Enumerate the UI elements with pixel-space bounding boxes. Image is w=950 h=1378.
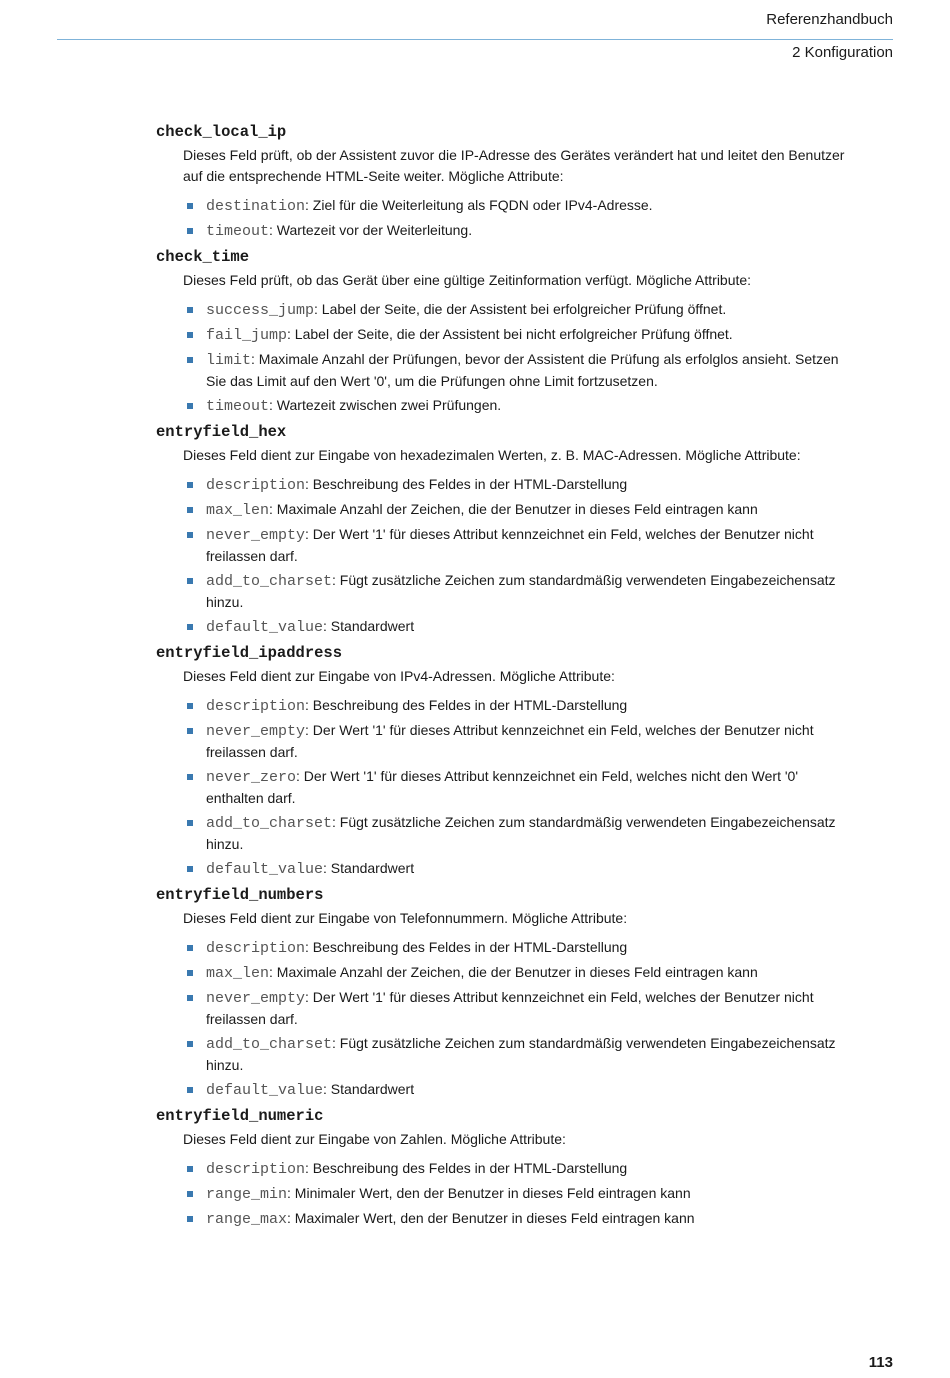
attribute-item — [156, 695, 856, 717]
attribute-item — [156, 324, 856, 346]
attribute-list — [156, 1158, 856, 1230]
attribute-text: : Standardwert — [323, 618, 415, 634]
header-title: Referenzhandbuch — [766, 11, 893, 28]
attribute-text: : Maximale Anzahl der Prüfungen, bevor der Assistent die Prüfung als erfolglos ansieht. Setzen Sie das Limit auf den Wert '0', um die Prüfungen ohne Limit fortzusetzen. — [206, 351, 839, 389]
attribute-text: : Beschreibung des Feldes in der HTML-Darstellung — [305, 1160, 628, 1176]
attribute-name: default_value — [206, 1082, 324, 1099]
bullet-icon — [187, 203, 193, 209]
bullet-icon — [187, 1087, 193, 1093]
term-description: Dieses Feld prüft, ob das Gerät über eine gültige Zeitinformation verfügt. Mögliche Attribute: — [183, 272, 752, 288]
attribute-name: add_to_charset — [206, 573, 333, 590]
bullet-icon — [187, 970, 193, 976]
bullet-icon — [187, 624, 193, 630]
attribute-name: never_empty — [206, 990, 306, 1007]
bullet-icon — [187, 1041, 193, 1047]
attribute-item — [156, 395, 856, 417]
attribute-name: description — [206, 940, 306, 957]
attribute-list — [156, 695, 856, 880]
attribute-item — [156, 524, 856, 567]
bullet-icon — [187, 403, 193, 409]
term-heading: entryfield_numeric — [156, 1107, 324, 1125]
bullet-icon — [187, 1166, 193, 1172]
attribute-name: success_jump — [206, 302, 315, 319]
bullet-icon — [187, 774, 193, 780]
section-check-local-ip — [156, 122, 856, 242]
attribute-text: : Der Wert '1' für dieses Attribut kennzeichnet ein Feld, welches der Benutzer nicht freilassen darf. — [206, 526, 814, 564]
attribute-text: : Der Wert '1' für dieses Attribut kennzeichnet ein Feld, welches der Benutzer nicht freilassen darf. — [206, 722, 814, 760]
bullet-icon — [187, 995, 193, 1001]
attribute-name: add_to_charset — [206, 1036, 333, 1053]
attribute-text: : Standardwert — [323, 1081, 415, 1097]
term-description: Dieses Feld prüft, ob der Assistent zuvor die IP-Adresse des Gerätes verändert hat und leitet den Benutzer auf die entsprechende HTML-Seite weiter. Mögliche Attribute: — [183, 147, 845, 184]
attribute-name: never_empty — [206, 723, 306, 740]
attribute-item — [156, 962, 856, 984]
bullet-icon — [187, 703, 193, 709]
bullet-icon — [187, 332, 193, 338]
attribute-name: never_zero — [206, 769, 297, 786]
attribute-list — [156, 937, 856, 1101]
term-description: Dieses Feld dient zur Eingabe von Zahlen. Mögliche Attribute: — [183, 1131, 566, 1147]
attribute-item — [156, 499, 856, 521]
bullet-icon — [187, 578, 193, 584]
attribute-text: : Maximale Anzahl der Zeichen, die der Benutzer in dieses Feld eintragen kann — [269, 501, 758, 517]
attribute-text: : Minimaler Wert, den der Benutzer in dieses Feld eintragen kann — [287, 1185, 691, 1201]
attribute-item — [156, 349, 856, 392]
attribute-list — [156, 474, 856, 638]
attribute-text: : Wartezeit zwischen zwei Prüfungen. — [269, 397, 502, 413]
bullet-icon — [187, 1191, 193, 1197]
section-entryfield-numbers — [156, 885, 856, 1101]
section-entryfield-hex — [156, 422, 856, 638]
attribute-text: : Beschreibung des Feldes in der HTML-Darstellung — [305, 939, 628, 955]
attribute-name: description — [206, 477, 306, 494]
bullet-icon — [187, 728, 193, 734]
attribute-item — [156, 616, 856, 638]
attribute-name: timeout — [206, 223, 270, 240]
attribute-text: : Beschreibung des Feldes in der HTML-Darstellung — [305, 697, 628, 713]
attribute-list — [156, 299, 856, 417]
attribute-item — [156, 220, 856, 242]
term-description: Dieses Feld dient zur Eingabe von IPv4-Adressen. Mögliche Attribute: — [183, 668, 615, 684]
attribute-name: limit — [206, 352, 252, 369]
attribute-item — [156, 937, 856, 959]
bullet-icon — [187, 532, 193, 538]
attribute-item — [156, 1183, 856, 1205]
term-description: Dieses Feld dient zur Eingabe von hexadezimalen Werten, z. B. MAC-Adressen. Mögliche Attribute: — [183, 447, 801, 463]
attribute-item — [156, 1208, 856, 1230]
attribute-item — [156, 1158, 856, 1180]
header-chapter: 2 Konfiguration — [792, 44, 893, 61]
term-heading: entryfield_numbers — [156, 886, 324, 904]
attribute-item — [156, 987, 856, 1030]
attribute-name: default_value — [206, 619, 324, 636]
attribute-text: : Der Wert '1' für dieses Attribut kennzeichnet ein Feld, welches der Benutzer nicht freilassen darf. — [206, 989, 814, 1027]
bullet-icon — [187, 820, 193, 826]
page-number: 113 — [868, 1354, 893, 1371]
bullet-icon — [187, 507, 193, 513]
header-divider — [57, 39, 893, 40]
attribute-item — [156, 1033, 856, 1076]
bullet-icon — [187, 307, 193, 313]
attribute-item — [156, 766, 856, 809]
attribute-text: : Ziel für die Weiterleitung als FQDN oder IPv4-Adresse. — [305, 197, 653, 213]
attribute-text: : Fügt zusätzliche Zeichen zum standardmäßig verwendeten Eingabezeichensatz hinzu. — [206, 1035, 836, 1073]
attribute-item — [156, 1079, 856, 1101]
attribute-name: description — [206, 1161, 306, 1178]
attribute-text: : Wartezeit vor der Weiterleitung. — [269, 222, 473, 238]
section-entryfield-numeric — [156, 1106, 856, 1230]
attribute-name: never_empty — [206, 527, 306, 544]
attribute-text: : Label der Seite, die der Assistent bei erfolgreicher Prüfung öffnet. — [314, 301, 727, 317]
attribute-name: max_len — [206, 502, 270, 519]
attribute-item — [156, 720, 856, 763]
section-entryfield-ipaddress — [156, 643, 856, 880]
term-heading: check_time — [156, 248, 250, 266]
attribute-list — [156, 195, 856, 242]
attribute-name: fail_jump — [206, 327, 288, 344]
attribute-text: : Maximale Anzahl der Zeichen, die der Benutzer in dieses Feld eintragen kann — [269, 964, 758, 980]
attribute-item — [156, 195, 856, 217]
attribute-name: max_len — [206, 965, 270, 982]
attribute-item — [156, 570, 856, 613]
section-check-time — [156, 247, 856, 417]
attribute-text: : Beschreibung des Feldes in der HTML-Darstellung — [305, 476, 628, 492]
document-body — [156, 122, 856, 1235]
attribute-name: timeout — [206, 398, 270, 415]
term-heading: entryfield_ipaddress — [156, 644, 343, 662]
bullet-icon — [187, 482, 193, 488]
attribute-text: : Label der Seite, die der Assistent bei nicht erfolgreicher Prüfung öffnet. — [287, 326, 733, 342]
bullet-icon — [187, 1216, 193, 1222]
bullet-icon — [187, 228, 193, 234]
bullet-icon — [187, 945, 193, 951]
attribute-name: destination — [206, 198, 306, 215]
term-description: Dieses Feld dient zur Eingabe von Telefonnummern. Mögliche Attribute: — [183, 910, 628, 926]
attribute-text: : Der Wert '1' für dieses Attribut kennzeichnet ein Feld, welches nicht den Wert '0' enthalten darf. — [206, 768, 798, 806]
attribute-name: range_max — [206, 1211, 288, 1228]
term-heading: entryfield_hex — [156, 423, 287, 441]
attribute-text: : Fügt zusätzliche Zeichen zum standardmäßig verwendeten Eingabezeichensatz hinzu. — [206, 572, 836, 610]
attribute-name: description — [206, 698, 306, 715]
attribute-name: default_value — [206, 861, 324, 878]
attribute-item — [156, 299, 856, 321]
attribute-item — [156, 812, 856, 855]
attribute-text: : Standardwert — [323, 860, 415, 876]
attribute-text: : Maximaler Wert, den der Benutzer in dieses Feld eintragen kann — [287, 1210, 695, 1226]
attribute-text: : Fügt zusätzliche Zeichen zum standardmäßig verwendeten Eingabezeichensatz hinzu. — [206, 814, 836, 852]
attribute-name: add_to_charset — [206, 815, 333, 832]
attribute-item — [156, 858, 856, 880]
attribute-item — [156, 474, 856, 496]
attribute-name: range_min — [206, 1186, 288, 1203]
bullet-icon — [187, 866, 193, 872]
bullet-icon — [187, 357, 193, 363]
term-heading: check_local_ip — [156, 123, 287, 141]
